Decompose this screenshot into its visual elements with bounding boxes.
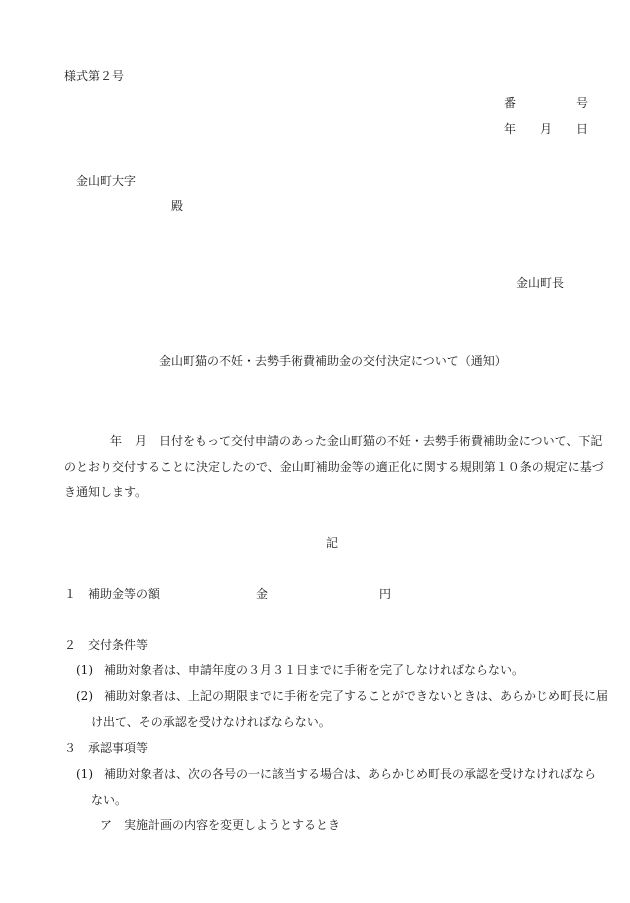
body-line-1: 日付をもって交付申請のあった金山町猫の不妊・去勢手術費補助金について、下記 [159,434,603,448]
section-1-yen: 円 [379,587,392,601]
body-line-3: き通知します。 [64,485,148,499]
section-2-item-1-num: (1) [76,663,93,677]
date-day: 日 [576,122,589,136]
section-2-item-2-num: (2) [76,689,93,703]
form-label: 様式第２号 [64,69,125,83]
number-ban: 番 [504,96,517,110]
ki-heading: 記 [326,536,339,550]
body-line-2: のとおり交付することに決定したので、金山町補助金等の適正化に関する規則第１０条の規定に基づ [64,460,604,474]
section-3-heading: ３ 承認事項等 [64,741,149,755]
section-3-item-1-cont: ない。 [91,793,128,807]
number-go: 号 [576,96,589,110]
section-1-kin: 金 [256,587,269,601]
section-1-label: １ 補助金等の額 [64,587,161,601]
section-2-heading: ２ 交付条件等 [64,638,149,652]
section-2-item-1-text: 補助対象者は、申請年度の３月３１日までに手術を完了しなければならない。 [104,663,525,677]
sender-name: 金山町長 [516,276,565,290]
section-2-item-2-text: 補助対象者は、上記の期限までに手術を完了することができないときは、あらかじめ町長に届 [104,689,609,703]
section-2-item-2-cont: け出て、その承認を受けなければならない。 [91,715,331,729]
section-3-item-1-num: (1) [76,767,93,781]
date-year: 年 [504,122,517,136]
date-month: 月 [540,122,553,136]
body-month: 月 [135,434,148,448]
body-year: 年 [110,434,123,448]
recipient-honorific: 殿 [171,199,184,213]
document-title: 金山町猫の不妊・去勢手術費補助金の交付決定について（通知） [159,354,507,368]
section-3-sub-a: ア 実施計画の内容を変更しようとするとき [100,818,341,832]
section-3-item-1-text: 補助対象者は、次の各号の一に該当する場合は、あらかじめ町長の承認を受けなければなら [104,767,597,781]
recipient-address: 金山町大字 [76,174,137,188]
